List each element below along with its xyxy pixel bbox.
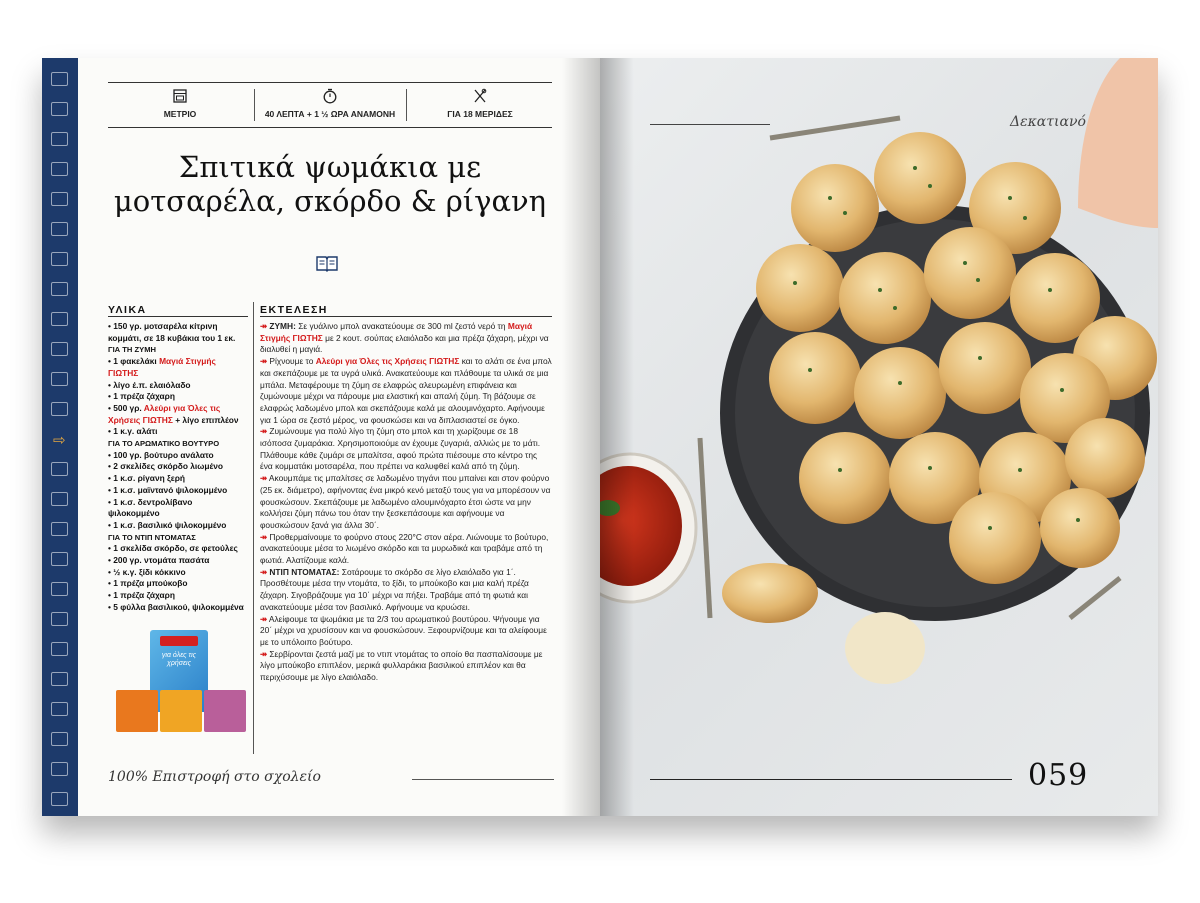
ingredient-item: • 2 σκελίδες σκόρδο λιωμένο bbox=[108, 461, 224, 472]
melted-cheese-bun bbox=[845, 612, 925, 684]
step-text: Σε γυάλινο μπολ ανακατεύουμε σε 300 ml ζεστό νερό τη bbox=[295, 321, 508, 331]
chapter-icon bbox=[51, 252, 68, 266]
oven-icon bbox=[172, 88, 188, 104]
ingredient-item: • 100 γρ. βούτυρο ανάλατο bbox=[108, 449, 214, 460]
chapter-icon bbox=[51, 522, 68, 536]
ingredient-item: • 1 πρέζα ζάχαρη bbox=[108, 590, 175, 601]
cutlery-icon bbox=[472, 88, 488, 104]
step-label: ΖΥΜΗ: bbox=[269, 321, 296, 331]
step-arrow-icon: ↠ bbox=[260, 566, 268, 577]
ingredient-item: • 5 φύλλα βασιλικού, ψιλοκομμένα bbox=[108, 601, 244, 612]
method-step bbox=[260, 473, 552, 532]
heading-rule bbox=[260, 316, 552, 317]
right-page bbox=[600, 58, 1158, 816]
ingredient-item bbox=[108, 403, 254, 415]
product-name: Αλεύρι για Όλες τις bbox=[143, 402, 221, 413]
ingredient-item: • 1 κ.σ. βασιλικό ψιλοκομμένο bbox=[108, 519, 227, 530]
step-text: και το αλάτι σε ένα μπολ και σκεπάζουμε με τα υγρά υλικά. Ανακατεύουμε και πλάθουμε τα υλικά σε μια μπάλα. Μεταφέρουμε τη ζύμη σε ελαφρώς αλευρωμένη επιφάνεια και ζυμώνουμε μέχρι να πάρουμε μια ελαστική και απαλή ζύμη. Τη βάζουμε σε ελαφρώς λαδωμένο μπολ και σκεπάζουμε καλά με αλουμινόχαρτο. Αφήνουμε για 1 ώρα σε ζεστό μέρος, να φουσκώσει και να διπλασιαστεί σε όγκο. bbox=[260, 356, 552, 425]
ingredient-item: • λίγο έ.π. ελαιόλαδο bbox=[108, 379, 191, 390]
chapter-icon bbox=[51, 762, 68, 776]
product-image bbox=[116, 630, 250, 760]
yeast-sachet bbox=[204, 690, 246, 732]
ingredient-item: • 1 κ.σ. μαϊντανό ψιλοκομμένο bbox=[108, 484, 228, 495]
product-name: ΓΙΩΤΗΣ bbox=[108, 367, 139, 378]
hand bbox=[1078, 58, 1158, 228]
package-label: για όλες τις χρήσεις bbox=[161, 652, 197, 667]
chapter-icon bbox=[51, 222, 68, 236]
ingredient-item: • 200 γρ. ντομάτα πασάτα bbox=[108, 555, 210, 566]
section-title: Δεκατιανό bbox=[1010, 114, 1086, 130]
header-rule bbox=[650, 124, 770, 125]
method-heading: ΕΚΤΕΛΕΣΗ bbox=[260, 304, 328, 316]
chapter-icon bbox=[51, 312, 68, 326]
ingredient-item: κομμάτι, σε 18 κυβάκια του 1 εκ. bbox=[108, 332, 236, 343]
ingredient-item: • 1 πρέζα μπούκοβο bbox=[108, 578, 188, 589]
method-step bbox=[260, 532, 552, 567]
product-name: Μαγιά Στιγμής ΓΙΩΤΗΣ bbox=[260, 321, 533, 343]
ingredient-text: • 1 φακελάκι bbox=[108, 356, 160, 367]
chapter-icon bbox=[51, 672, 68, 686]
chapter-icon bbox=[51, 102, 68, 116]
chapter-icon bbox=[51, 282, 68, 296]
step-arrow-icon: ↠ bbox=[260, 613, 268, 624]
step-text: Προθερμαίνουμε το φούρνο στους 220°C στον αέρα. Λιώνουμε το βούτυρο, ανακατεύουμε μέσα το λιωμένο σκόρδο και τα μυρωδικά και τραβάμε από τη φωτιά. Αλατίζουμε καλά. bbox=[260, 531, 549, 566]
step-arrow-icon: ↠ bbox=[260, 426, 268, 437]
chapter-icon bbox=[51, 72, 68, 86]
method-step bbox=[260, 356, 552, 426]
servings-info bbox=[408, 83, 552, 127]
ingredients-heading: ΥΛΙΚΑ bbox=[108, 304, 147, 316]
ingredient-item: • 1 πρέζα ζάχαρη bbox=[108, 391, 175, 402]
chapter-icon bbox=[51, 372, 68, 386]
step-arrow-icon: ↠ bbox=[260, 473, 268, 484]
ingredient-item: • 1 κ.γ. αλάτι bbox=[108, 426, 158, 437]
heading-rule bbox=[108, 316, 248, 317]
step-arrow-icon: ↠ bbox=[260, 356, 268, 367]
ingredient-item: • ½ κ.γ. ξίδι κόκκινο bbox=[108, 566, 186, 577]
method-step bbox=[260, 614, 552, 649]
difficulty-info bbox=[108, 83, 252, 127]
chapter-icon bbox=[51, 342, 68, 356]
info-divider bbox=[406, 89, 407, 121]
step-text: Ακουμπάμε τις μπαλίτσες σε λαδωμένο τηγάνι που μπαίνει και στον φούρνο (25 εκ. διάμετρο), αφήνοντας ένα μικρό κενό μεταξύ τους για να μπορέσουν να φουσκώσουν. Σκεπάζουμε με λαδωμένο αλουμινόχαρτο έτσι ώστε να μην κολλήσει ζύμη πάνω του όταν την ξεσκεπάσουμε και αφήνουμε να φουσκώσουν ξανά για άλλα 30΄. bbox=[260, 473, 551, 530]
step-label: ΝΤΙΠ ΝΤΟΜΑΤΑΣ: bbox=[269, 566, 340, 577]
ingredient-item: • 1 κ.σ. ρίγανη ξερή bbox=[108, 473, 186, 484]
yeast-sachet bbox=[116, 690, 158, 732]
step-text: με 2 κουτ. σούπας ελαιόλαδο και μια πρέζα ζάχαρη, μέχρι να διαλυθεί η μαγιά. bbox=[260, 332, 549, 355]
chapter-icon bbox=[51, 642, 68, 656]
yeast-sachet bbox=[160, 690, 202, 732]
step-text: Ζυμώνουμε για πολύ λίγο τη ζύμη στο μπολ και τη χωρίζουμε σε 18 ισόποσα ζυμαράκια. Χρησιμοποιούμε αν έχουμε ζυγαριά, αλλιώς με το μάτι. Πλάθουμε κάθε ζυμάρι σε μπαλίτσα, αφού πρώτα πιέσουμε στο κέντρο της ένα κομματάκι μοτσαρέλα, που πρέπει να καλυφθεί καλά από τη ζύμη. bbox=[260, 426, 541, 472]
method-step bbox=[260, 321, 552, 356]
recipe-info-bar bbox=[108, 82, 552, 128]
recipe-title bbox=[108, 150, 552, 218]
title-line: Σπιτικά ψωμάκια με bbox=[178, 150, 482, 184]
product-name: Μαγιά Στιγμής bbox=[159, 356, 216, 367]
torn-bun bbox=[722, 563, 818, 623]
ingredient-subheading: ΓΙΑ ΤΟ ΑΡΩΜΑΤΙΚΟ ΒΟΥΤΥΡΟ bbox=[108, 439, 220, 449]
info-divider bbox=[254, 89, 255, 121]
product-name: Αλεύρι για Όλες τις Χρήσεις ΓΙΩΤΗΣ bbox=[315, 356, 460, 367]
chapter-icon bbox=[51, 132, 68, 146]
chapter-icon bbox=[51, 162, 68, 176]
chapter-icon bbox=[51, 582, 68, 596]
step-text: Ρίχνουμε το bbox=[267, 356, 316, 367]
step-arrow-icon: ↠ bbox=[260, 531, 268, 542]
basil-leaf bbox=[600, 500, 620, 516]
ingredient-text: • 500 γρ. bbox=[108, 402, 144, 413]
current-chapter-arrow-icon: ⇨ bbox=[53, 432, 66, 449]
food-photo bbox=[600, 58, 1158, 816]
brand-logo bbox=[160, 636, 198, 646]
chapter-icon bbox=[51, 612, 68, 626]
chapter-sidebar bbox=[42, 58, 78, 816]
difficulty-label: ΜΕΤΡΙΟ bbox=[163, 109, 197, 119]
step-text: Σοτάρουμε το σκόρδο σε λίγο ελαιόλαδο για 1΄. Προσθέτουμε μέσα την ντομάτα, το ξίδι, το μπούκοβο και μια καλή πρέζα ζάχαρη. Σιγοβράζουμε για 10΄ μέχρι να πήξει. Τραβάμε από τη φωτιά και ανακατεύουμε μέσα τον βασιλικό. Αφήνουμε να κρυώσει. bbox=[260, 566, 529, 612]
chapter-icon bbox=[51, 732, 68, 746]
method-step bbox=[260, 426, 552, 473]
chapter-icon bbox=[51, 702, 68, 716]
ingredient-item: • 1 κ.σ. δεντρολίβανο bbox=[108, 496, 193, 507]
chapter-icon bbox=[51, 402, 68, 416]
step-text: Σερβίρονται ζεστά μαζί με το ντιπ ντομάτας το οποίο θα πασπαλίσουμε με λίγο μπούκοβο επιπλέον, μερικά φυλλαράκια βασιλικού επιπλέον και θα περιχύσουμε με λίγο ελαιόλαδο. bbox=[260, 648, 543, 683]
title-line: μοτσαρέλα, σκόρδο & ρίγανη bbox=[113, 184, 547, 218]
chapter-icon bbox=[51, 462, 68, 476]
time-info bbox=[256, 83, 404, 127]
ingredient-item bbox=[108, 415, 254, 427]
ingredient-item bbox=[108, 356, 254, 368]
step-text: Αλείφουμε τα ψωμάκια με τα 2/3 του αρωματικού βουτύρου. Ψήνουμε για 20΄ μέχρι να χρυσίσουν και να φουσκώσουν. Ξεφουρνίζουμε και τα αλείφουμε με το υπόλοιπο βούτυρο. bbox=[260, 613, 547, 647]
book-icon bbox=[316, 254, 338, 272]
method-step bbox=[260, 567, 552, 614]
timer-icon bbox=[322, 88, 338, 104]
left-page bbox=[42, 58, 600, 816]
footer-rule bbox=[412, 779, 554, 780]
footer-slogan: 100% Επιστροφή στο σχολείο bbox=[108, 769, 321, 785]
ingredient-item: • 1 σκελίδα σκόρδο, σε φετούλες bbox=[108, 543, 238, 554]
chapter-icon bbox=[51, 552, 68, 566]
ingredient-subheading: ΓΙΑ ΤΗ ΖΥΜΗ bbox=[108, 345, 157, 355]
ingredient-subheading: ΓΙΑ ΤΟ ΝΤΙΠ ΝΤΟΜΑΤΑΣ bbox=[108, 532, 196, 542]
ingredient-item: • 150 γρ. μοτσαρέλα κίτρινη bbox=[108, 321, 218, 331]
step-arrow-icon: ↠ bbox=[260, 648, 268, 659]
step-arrow-icon: ↠ bbox=[260, 321, 268, 331]
time-label: 40 ΛΕΠΤΑ + 1 ½ ΩΡΑ ΑΝΑΜΟΝΗ bbox=[264, 109, 396, 119]
ingredients-list bbox=[108, 321, 254, 614]
chapter-icon bbox=[51, 792, 68, 806]
method-text bbox=[260, 321, 552, 684]
footer-rule bbox=[650, 779, 1012, 780]
chapter-icon bbox=[51, 192, 68, 206]
magazine-spread bbox=[42, 58, 1158, 816]
ingredient-item: ψιλοκομμένο bbox=[108, 508, 160, 519]
chapter-icon bbox=[51, 492, 68, 506]
page-number: 059 bbox=[1028, 758, 1089, 793]
servings-label: ΓΙΑ 18 ΜΕΡΙΔΕΣ bbox=[447, 109, 513, 119]
ingredient-text: + λίγο επιπλέον bbox=[172, 414, 239, 425]
product-name: Χρήσεις ΓΙΩΤΗΣ bbox=[108, 414, 173, 425]
method-step bbox=[260, 649, 552, 684]
